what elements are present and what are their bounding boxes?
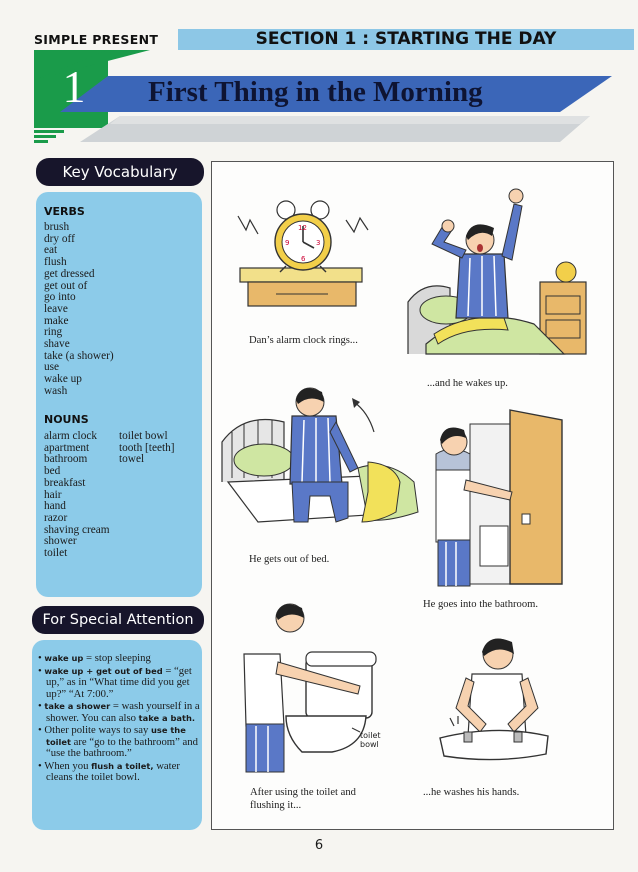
list-item: razor — [44, 511, 68, 524]
term: wake up — [44, 653, 84, 663]
list-item: get out of — [44, 279, 88, 292]
definition: When you — [44, 759, 92, 772]
lesson-title: First Thing in the Morning — [148, 76, 483, 108]
list-item: hair — [44, 488, 62, 501]
definition: Other polite ways to say — [44, 724, 151, 736]
caption-line: flushing it... — [250, 800, 302, 811]
nouns-list-col2 — [119, 431, 175, 466]
caption-wakes-up: ...and he wakes up. — [427, 378, 508, 389]
section-title: SECTION 1 : STARTING THE DAY — [255, 29, 557, 49]
special-attention-heading: For Special Attention — [32, 606, 204, 634]
term: take a shower — [44, 701, 111, 711]
toilet-label: toilet — [360, 731, 381, 740]
list-item: ring — [44, 326, 63, 339]
clock-number: 9 — [285, 239, 290, 247]
list-item: get dressed — [44, 267, 95, 280]
list-item: alarm clock — [44, 430, 98, 442]
definition: = wash yourself in a shower. You can also — [46, 700, 200, 724]
term: wake up + get out of bed — [44, 665, 163, 676]
caption-alarm-rings: Dan’s alarm clock rings... — [249, 335, 358, 346]
man-entering-bathroom-illustration — [430, 404, 580, 588]
list-item: eat — [44, 244, 58, 257]
list-item: make — [44, 314, 69, 327]
caption-line: After using the toilet and — [250, 787, 356, 798]
nouns-list-col1 — [44, 431, 110, 560]
man-getting-out-of-bed-illustration — [218, 372, 428, 547]
list-item: hand — [44, 500, 66, 513]
list-item: brush — [44, 221, 70, 233]
category-label: SIMPLE PRESENT — [34, 32, 159, 47]
list-item: • wake up + get out of bed = “get up,” as in “What time did you get up?” “At 7:00.” — [38, 664, 192, 700]
list-item: toilet — [44, 547, 68, 560]
term: take a bath. — [138, 712, 196, 723]
lesson-number: 1 — [62, 61, 86, 112]
definition: water cleans the toilet bowl. — [46, 759, 180, 783]
list-item: bed — [44, 465, 61, 478]
caption-after-toilet — [250, 786, 356, 812]
list-item: wash — [44, 384, 68, 397]
list-item: toilet bowl — [119, 430, 168, 442]
list-item: apartment — [44, 441, 90, 454]
list-item: tooth [teeth] — [119, 441, 175, 454]
man-waking-up-illustration — [404, 184, 594, 374]
definition: = stop sleeping — [83, 652, 151, 664]
list-item: flush — [44, 256, 67, 269]
caption-washes-hands: ...he washes his hands. — [423, 787, 520, 798]
list-item: wake up — [44, 373, 82, 386]
list-item: shave — [44, 338, 70, 351]
list-item: bathroom — [44, 453, 88, 466]
page-number: 6 — [314, 838, 324, 853]
list-item: shaving cream — [44, 523, 110, 536]
list-item: • take a shower = wash yourself in a shower. You can also take a bath. — [38, 700, 200, 724]
toilet-label: bowl — [360, 740, 379, 749]
caption-gets-out-of-bed: He gets out of bed. — [249, 554, 330, 565]
verbs-list — [44, 222, 114, 398]
term: use the toilet — [46, 725, 186, 747]
clock-number: 3 — [316, 239, 321, 247]
special-attention-list — [38, 653, 200, 785]
man-flushing-toilet-illustration — [232, 596, 392, 776]
list-item: • Other polite ways to say use the toilet are “go to the bathroom” and “use the bathroom.” — [38, 724, 198, 759]
definition: are “go to the bathroom” and “use the bathroom.” — [46, 735, 198, 759]
key-vocabulary-heading: Key Vocabulary — [36, 158, 204, 186]
definition: = “get up,” as in “What time did you get up?” “At 7:00.” — [46, 664, 192, 700]
alarm-clock-illustration — [228, 196, 378, 308]
list-item: dry off — [44, 232, 75, 245]
clock-number: 12 — [298, 224, 307, 232]
list-item: • wake up = stop sleeping — [38, 652, 151, 664]
caption-goes-into-bathroom: He goes into the bathroom. — [423, 599, 539, 610]
verbs-label: VERBS — [44, 205, 85, 218]
list-item: leave — [44, 302, 68, 315]
list-item: shower — [44, 535, 77, 548]
list-item: use — [44, 361, 60, 374]
list-item: towel — [119, 453, 145, 466]
list-item: • When you flush a toilet, water cleans the toilet bowl. — [38, 759, 180, 783]
term: flush a toilet, — [91, 760, 154, 771]
clock-number: 6 — [301, 255, 306, 263]
list-item: go into — [44, 291, 76, 304]
nouns-label: NOUNS — [44, 413, 89, 426]
man-washing-hands-illustration — [436, 628, 566, 768]
list-item: breakfast — [44, 476, 86, 489]
list-item: take (a shower) — [44, 349, 114, 362]
